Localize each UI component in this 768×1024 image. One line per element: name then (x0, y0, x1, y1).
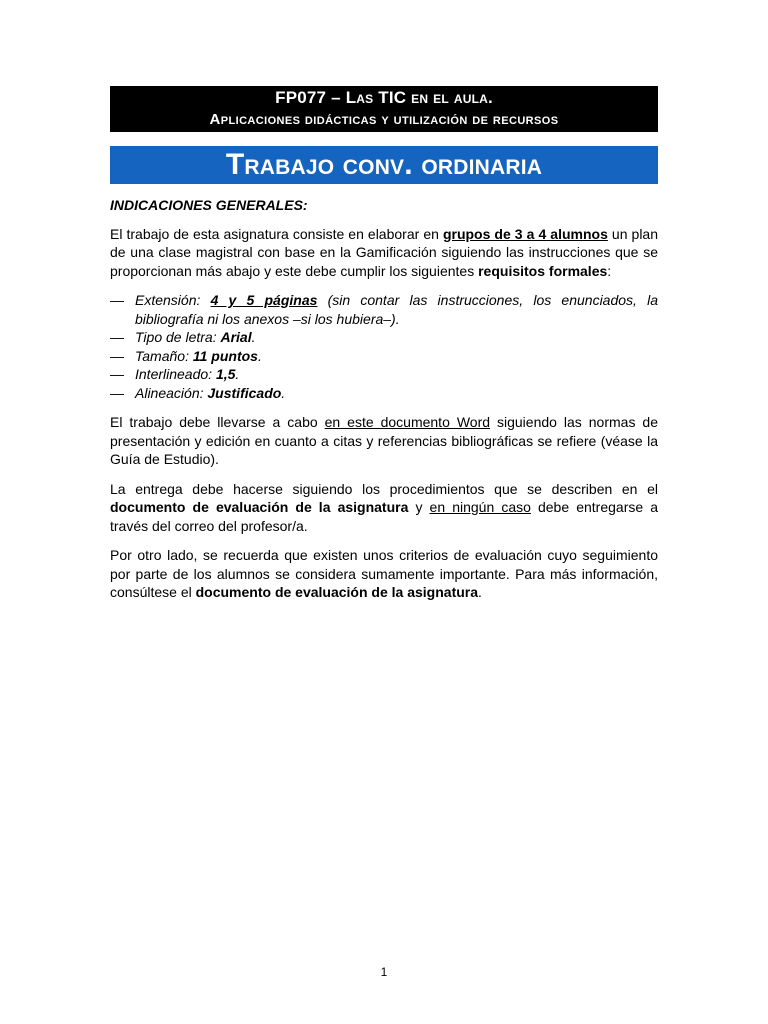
submission-text-b: y (408, 499, 430, 515)
requirement-end: . (235, 366, 240, 382)
section-heading: INDICACIONES GENERALES: (110, 197, 308, 213)
requirement-end: . (281, 384, 286, 401)
intro-paragraph (110, 225, 658, 281)
requirements-list (110, 291, 658, 402)
document-body (110, 196, 658, 613)
intro-text-c: : (607, 262, 612, 279)
requirement-label: Alineación: (135, 384, 208, 401)
requirement-end: . (257, 347, 262, 364)
criteria-paragraph (110, 546, 658, 602)
list-dash: — (110, 366, 124, 382)
document-title: Trabajo conv. ordinaria (110, 146, 658, 184)
format-paragraph (110, 413, 658, 469)
format-text-b: siguiendo las normas de presentación y edición en cuanto a citas y referencias bibliográficas se refiere (véase la Guía de Estudio). (110, 414, 659, 467)
course-code-title: FP077 – Las TIC en el aula. (275, 88, 493, 107)
list-dash: — (110, 329, 124, 345)
no-email-emphasis: en ningún caso (429, 499, 531, 515)
list-dash: — (110, 292, 124, 308)
criteria-text-a: Por otro lado, se recuerda que existen unos criterios de evaluación cuyo seguimiento por parte de los alumnos se considera sumamente importante. Para más información, consúltese el (110, 547, 658, 600)
requirement-value: Justificado (207, 384, 282, 401)
requirement-size (110, 347, 658, 366)
requirement-value: Arial (220, 329, 252, 345)
intro-text-b: un plan de una clase magistral con base en la Gamificación siguiendo las instrucciones que se proporcionan más abajo y este debe cumplir los siguientes (110, 225, 659, 279)
requirement-label: Extensión: (135, 292, 211, 308)
requirement-end: . (251, 329, 256, 345)
requirement-label: Tipo de letra: (135, 329, 221, 345)
evaluation-document-emphasis: documento de evaluación de la asignatura (110, 499, 409, 515)
requirement-spacing (110, 365, 658, 384)
format-text-a: El trabajo debe llevarse a cabo (110, 414, 325, 430)
list-dash: — (110, 384, 124, 401)
criteria-text-b: . (478, 584, 482, 600)
course-subtitle: Aplicaciones didácticas y utilización de recursos (209, 111, 559, 128)
evaluation-document-emphasis: documento de evaluación de la asignatura (195, 584, 479, 600)
requirement-note: (sin contar las instrucciones, los enunciados, la bibliografía ni los anexos –si los hubiera–). (135, 292, 659, 327)
requirement-value: 4 y 5 páginas (210, 292, 318, 308)
page-number: 1 (380, 965, 388, 979)
requirement-alignment (110, 384, 658, 403)
word-document-emphasis: en este documento Word (324, 414, 491, 430)
group-size-emphasis: grupos de 3 a 4 alumnos (442, 225, 608, 242)
requirement-value: 1,5 (215, 366, 236, 382)
requirement-extension (110, 291, 658, 328)
submission-text-a: La entrega debe hacerse siguiendo los procedimientos que se describen en el (110, 480, 658, 497)
submission-text-c: debe entregarse a través del correo del profesor/a. (110, 499, 659, 534)
formal-requirements-emphasis: requisitos formales (478, 262, 608, 279)
requirement-font (110, 328, 658, 347)
list-dash: — (110, 347, 124, 364)
requirement-value: 11 puntos (192, 347, 258, 364)
intro-text-a: El trabajo de esta asignatura consiste en elaborar en (110, 225, 443, 242)
requirement-label: Tamaño: (135, 347, 193, 364)
requirement-label: Interlineado: (135, 366, 216, 382)
submission-paragraph (110, 480, 658, 536)
course-header (110, 86, 658, 132)
